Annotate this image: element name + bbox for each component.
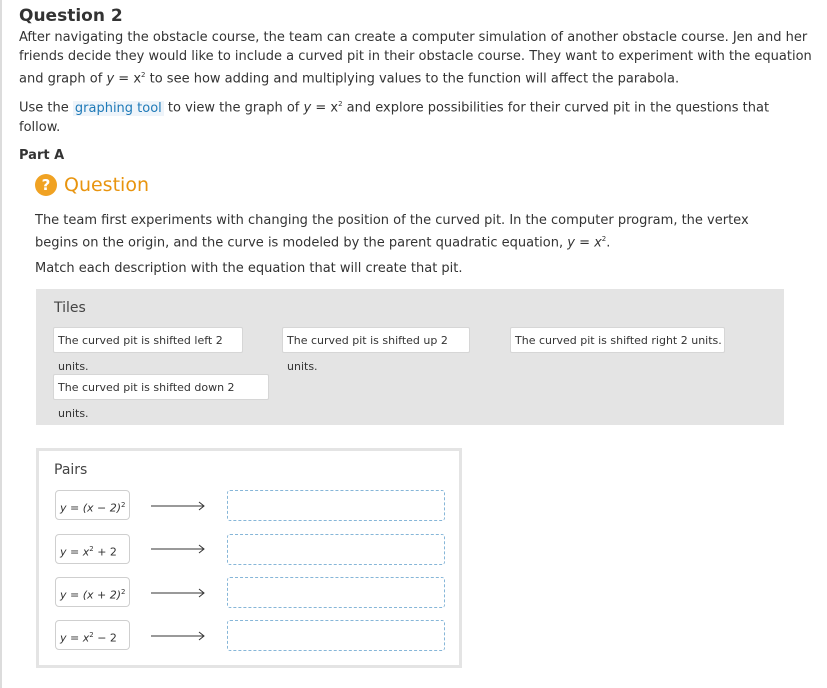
pairs-label: Pairs [54, 462, 88, 478]
pair-equation [55, 534, 130, 564]
tile-shifted-left[interactable]: The curved pit is shifted left 2 units. [53, 327, 243, 353]
drop-zone[interactable] [227, 490, 445, 521]
arrow-right-icon [151, 500, 206, 512]
prompt-eq-end: . [606, 235, 611, 251]
pair-eq-post: − 2 [93, 631, 117, 645]
intro-eq-sup: 2 [141, 71, 146, 79]
pair-eq-sup: 2 [121, 501, 126, 509]
pair-equation [55, 490, 130, 520]
pair-eq-sup: 2 [121, 588, 126, 596]
arrow-right-icon [151, 543, 206, 555]
graphing-tool-link[interactable]: graphing tool [74, 100, 162, 116]
prompt-eq: y = x [567, 235, 602, 251]
intro-eq-var: y [106, 71, 115, 87]
question-title: Question 2 [19, 6, 123, 26]
left-border [0, 0, 2, 688]
use-eq-sup: 2 [338, 100, 343, 109]
prompt-header [35, 172, 795, 198]
pair-eq-text: y = (x − 2) [60, 501, 122, 515]
prompt-eq-sup: 2 [601, 235, 607, 243]
arrow-right-icon [151, 630, 206, 642]
pair-equation [55, 620, 130, 650]
pair-equation [55, 577, 130, 607]
prompt-text-2: Match each description with the equation that will create that pit. [35, 261, 463, 277]
intro-text: After navigating the obstacle course, the team can create a computer simulation of another obstacle course. Jen and her friends decide they would like to include a curved pit in their obstacle course. They want to experiment with the equation and graph of [19, 30, 812, 87]
pair-eq-sup: 2 [89, 631, 94, 639]
tile-shifted-up[interactable]: The curved pit is shifted up 2 units. [282, 327, 470, 353]
use-suffix: and explore possibilities for their curved pit in the questions that follow. [19, 100, 770, 135]
use-middle: to view the graph of [163, 100, 304, 116]
pair-eq-text: y = (x + 2) [60, 588, 122, 602]
prompt-text-1-body: The team first experiments with changing the position of the curved pit. In the computer program, the vertex begins on the origin, and the curve is modeled by the parent quadratic equation, [35, 213, 749, 251]
use-eq-y: y [303, 100, 312, 116]
tiles-label: Tiles [54, 300, 86, 316]
prompt-header-label: Question [64, 174, 149, 196]
drop-zone[interactable] [227, 577, 445, 608]
part-label: Part A [19, 147, 65, 163]
intro-tail: to see how adding and multiplying values to the function will affect the parabola. [145, 71, 680, 87]
tile-shifted-right[interactable]: The curved pit is shifted right 2 units. [510, 327, 725, 353]
pair-eq-text: y = x [60, 545, 90, 559]
drop-zone[interactable] [227, 534, 445, 565]
use-paragraph [19, 95, 814, 136]
use-eq-x: = x [311, 100, 339, 116]
pairs-area [36, 448, 462, 668]
drop-zone[interactable] [227, 620, 445, 651]
tiles-area [36, 289, 784, 425]
pair-eq-text: y = x [60, 631, 90, 645]
question-content [19, 4, 814, 163]
pair-eq-sup: 2 [89, 545, 94, 553]
prompt-text-1 [35, 211, 795, 252]
intro-paragraph [19, 28, 814, 88]
pair-eq-post: + 2 [93, 545, 117, 559]
tile-shifted-down[interactable]: The curved pit is shifted down 2 units. [53, 374, 269, 400]
intro-eq: = x [114, 71, 142, 87]
question-mark-icon: ? [35, 174, 57, 196]
use-prefix: Use the [19, 100, 73, 116]
arrow-right-icon [151, 587, 206, 599]
prompt-text [35, 211, 795, 278]
